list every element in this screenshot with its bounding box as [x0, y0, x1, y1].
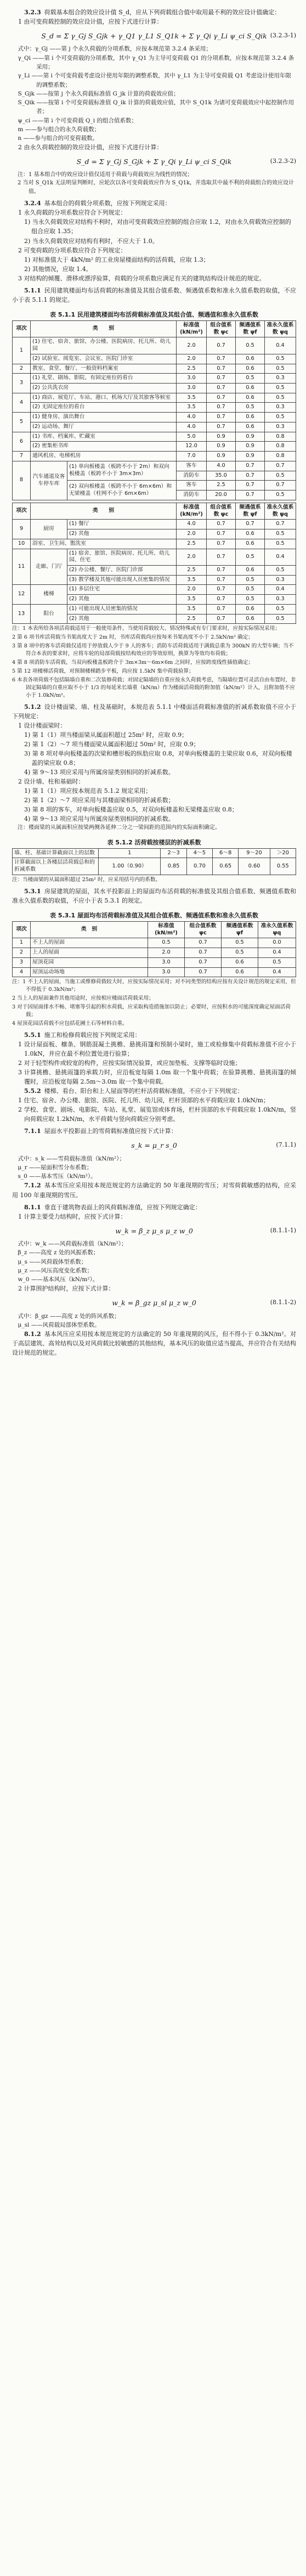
clause-item: 1 永久荷载的分项系数应符合下列规定： — [18, 209, 127, 217]
clause-subitem: 2) 其他情况，应取 1.4。 — [24, 265, 92, 273]
clause-number: 8.1.2 — [24, 1331, 41, 1338]
table-caption: 表 5.1.2 活荷载按楼层的折减系数 — [107, 838, 201, 846]
formula — [12, 31, 296, 41]
definition: S_Qik ——按第 i 个可变荷载标准值 Q_ik 计算的荷载效应值，其中 S_Q1k 为诸可变荷载效应中起控制作用者； — [18, 99, 294, 115]
definition-list — [12, 44, 296, 143]
table-row: 计算截面以上各楼层活荷载总和的折减系数 1.00（0.90） 0.85 0.70 0.65 0.60 0.55 — [13, 858, 296, 875]
definition: γ_Qi ——第 i 个可变荷载的分项系数，其中 γ_Q1 为主导可变荷载 Q1 的分项系数，应按本规范第 3.2.4 条采用； — [18, 54, 294, 70]
table-row: 10 浴室、卫生间、盥洗室 2.5 0.7 0.6 0.5 — [13, 539, 296, 549]
table-row: (2) 公共洗衣房 3.0 0.7 0.6 0.5 — [13, 384, 296, 393]
table-row: 12 楼梯 (1) 多层住宅 2.0 0.7 0.5 0.4 — [13, 585, 296, 595]
table-note: 6 本表各项荷载不包括隔墙自重和二次装修荷载；对固定隔墙的自重应按永久荷载考虑，当隔墙位置可灵活自由布置时，非固定隔墙的自重应取不小于 1/3 的每延米长墙重（kN/m）作为楼面活荷载的附加值（kN/m²）计入，且附加值不应小于 1.0kN/m²。 — [12, 677, 296, 698]
table-header-cell: 类 别 — [31, 921, 148, 938]
definition: 式中：β_gz ——高度 z 处的阵风系数； — [18, 1312, 120, 1320]
clause-text: 施工和检修荷载应按下列规定采用： — [44, 1031, 141, 1039]
table-5-1-1 — [12, 320, 296, 500]
clause-item: 1 由可变荷载控制的效应设计值，应按下式进行计算： — [18, 18, 163, 26]
clause-3-2-3 — [12, 8, 296, 17]
clause-number: 5.5.2 — [24, 1087, 41, 1095]
formula-body: w_k = β_gz μ_sl μ_z w_0 — [112, 1299, 196, 1307]
definition: μ_sl ——风荷载局部体型系数。 — [18, 1322, 100, 1329]
clause-item: 3 计算挑檐、悬挑雨篷的承载力时，应沿板宽每隔 1.0m 取一个集中荷载；在验算挑檐、悬挑雨篷的倾覆时，应沿板宽每隔 2.5m～3.0m 取一个集中荷载。 — [18, 1068, 296, 1086]
table-note: 2 第 6 项书库活荷载当书架高度大于 2m 时，书库活荷载尚应按每米书架高度不小于 2.5kN/m² 确定； — [12, 634, 253, 641]
table-header-cell: 类 别 — [31, 320, 177, 337]
table-header-cell: 频遇值系数 ψf — [222, 921, 258, 938]
definition: s_0 ——基本雪压（kN/m²）。 — [18, 1173, 97, 1180]
table-row: 1 不上人的屋面 0.5 0.7 0.5 0.0 — [13, 938, 296, 948]
formula — [12, 1298, 296, 1308]
table-row: 2 教室、食堂、餐厅、一般资料档案室 2.5 0.7 0.6 0.5 — [13, 364, 296, 374]
table-header-cell: 频遇值系数 ψf — [236, 320, 265, 337]
table-header-cell: 项次 — [13, 320, 31, 337]
table-row: (2) 其他 3.5 0.7 0.5 0.3 — [13, 595, 296, 605]
table-notes — [12, 978, 296, 1027]
clause-text: 基本组合的荷载分项系数，应按下列规定采用： — [44, 200, 171, 207]
clause-5-1-2 — [12, 702, 296, 721]
definition: m ——参与组合的永久荷载数； — [18, 126, 100, 133]
table-caption: 表 5.1.1 民用建筑楼面均布活荷载标准值及其组合值、频遇值和准永久值系数 — [50, 311, 258, 318]
table-row: 1 (1) 住宅、宿舍、旅馆、办公楼、医院病房、托儿所、幼儿园 2.0 0.7 0.5 0.4 — [13, 337, 296, 354]
table-note: 3 第 8 项中的客车活荷载仅适用于停放载人少于 9 人的客车；消防车活荷载适用于满载总重为 300kN 的大型车辆；当不符合本表的要求时，应将车轮的局部荷载按结构效应的等效原则，换算为等效均布荷载； — [12, 643, 294, 657]
definition: w_0 ——基本风压（kN/m²）。 — [18, 1276, 99, 1283]
table-5-3-1 — [12, 921, 296, 977]
table-row: 9 厨房 (1) 餐厅 4.0 0.7 0.7 0.7 — [13, 520, 296, 529]
clause-item: 2 计算围护结构时，应按下式计算： — [18, 1285, 115, 1293]
table-header-cell: 组合值系数 ψc — [207, 503, 236, 519]
definition: μ_r ——屋面积雪分布系数； — [18, 1164, 93, 1171]
table-header-cell: 组合值系数 ψc — [185, 921, 222, 938]
note: 2 当对 S_Q1k 无法明显判断时，应轮次以各可变荷载效应作为 S_Q1k，并选取其中最不利的荷载组合的效应设计值。 — [18, 180, 294, 195]
clause-5-3-1 — [12, 887, 296, 905]
table-row: (2) 办公楼、餐厅、医院门诊部 2.5 0.7 0.6 0.5 — [13, 565, 296, 575]
formula-body: S_d = Σ γ_Gj S_Gjk + γ_Q1 γ_L1 S_Q1k + Σ γ_Qi γ_Li ψ_ci S_Qik — [41, 32, 267, 41]
table-row: 6 (1) 书库、档案库、贮藏室 5.0 0.9 0.9 0.8 — [13, 432, 296, 442]
clause-number: 3.2.4 — [24, 200, 41, 207]
table-row: 3 屋顶花园 3.0 0.7 0.6 0.5 — [13, 957, 296, 967]
table-header-cell: 项次 — [13, 503, 31, 519]
table-row: (2) 其他 2.5 0.7 0.6 0.5 — [13, 614, 296, 624]
clause-text: 房屋建筑的屋面，其水平投影面上的屋面均布活荷载的标准值及其组合值系数、频遇值系数和准永久值系数的取值，不应小于表 5.3.1 的规定。 — [12, 887, 296, 904]
table-note: 注：1 本表所给各项活荷载适用于一般使用条件，当使用荷载较大、情况特殊或有专门要求时，应按实际情况采用； — [12, 625, 280, 632]
definition: 式中：w_k ——风荷载标准值（kN/m²）； — [18, 1241, 127, 1248]
table-notes — [12, 625, 296, 699]
definition: μ_s ——风荷载体型系数； — [18, 1258, 87, 1265]
clause-number: 3.2.3 — [24, 9, 41, 16]
table-row: 2 上人的屋面 2.0 0.7 0.5 0.4 — [13, 948, 296, 958]
definition: μ_z ——风压高度变化系数； — [18, 1267, 93, 1274]
table-header-row — [13, 503, 296, 519]
formula-number: (3.2.3-2) — [270, 157, 296, 165]
table-row: (2) 双向板楼盖（板跨不小于 6m×6m）和无梁楼盖（柱网不小于 6m×6m） 客车 2.5 0.7 0.7 — [13, 481, 296, 491]
definition: n ——参与组合的可变荷载数。 — [18, 135, 99, 142]
table-row: 5 (1) 健身房、演出舞台 4.0 0.7 0.6 0.5 — [13, 413, 296, 422]
clause-item: 1 住宅、宿舍、办公楼、旅馆、医院、托儿所、幼儿园，栏杆顶部的水平荷载应取 1.0kN/m； — [18, 1097, 269, 1104]
clause-5-1-1 — [12, 286, 296, 305]
formula — [12, 1140, 296, 1151]
clause-item: 1 设计楼面梁时： — [18, 721, 66, 729]
clause-item: 3 对结构的倾覆、滑移或漂浮验算，荷载的分项系数应满足有关的建筑结构设计规范的规定。 — [18, 274, 265, 282]
note: 注：1 基本组合中的效应设计值仅适用于荷载与荷载效应为线性的情况； — [18, 171, 193, 178]
table-row: (2) 其他 2.0 0.7 0.6 0.5 — [13, 529, 296, 539]
formula-body: S_d = Σ γ_Gj S_Gjk + Σ γ_Qi γ_Li ψ_ci S_Qik — [76, 157, 232, 166]
clause-subitem: 2) 第 1（2）～7 项应采用与其楼面梁相同的折减系数； — [24, 797, 174, 804]
clause-subitem: 3) 第 8 项的客车，对单向板楼盖应取 0.5，对双向板楼盖和无梁楼盖应取 0.8； — [24, 806, 238, 814]
clause-subitem: 4) 第 9～13 项应采用与所属房屋类别相同的折减系数。 — [24, 768, 174, 776]
table-header-cell: 类 别 — [31, 503, 177, 519]
clause-text: 设计楼面梁、墙、柱及基础时，本规范表 5.1.1 中楼面活荷载标准值的折减系数取值不应小于下列规定： — [12, 703, 296, 720]
table-header-cell: 准永久值系数 ψq — [258, 921, 296, 938]
table-row: 3 (1) 礼堂、剧场、影院、有固定座位的看台 3.0 0.7 0.5 0.3 — [13, 374, 296, 384]
table-row: (2) 运动场、舞厅 4.0 0.7 0.6 0.3 — [13, 422, 296, 432]
table-row: 消防车 35.0 0.7 0.5 — [13, 471, 296, 481]
clause-subitem: 1) 第 1（1）项当楼面梁从属面积超过 25m² 时，应取 0.9； — [24, 731, 188, 739]
clause-item: 2 设计墙、柱和基础时： — [18, 777, 84, 785]
clause-number: 8.1.1 — [24, 1203, 41, 1211]
table-header-cell: 准永久值系数 ψq — [265, 320, 296, 337]
clause-subitem: 3) 第 8 项对单向板楼盖的次梁和槽形板的纵肋应取 0.8，对单向板楼盖的主梁应取 0.6，对双向板楼盖的梁应取 0.8； — [24, 749, 292, 766]
table-row: 4 (1) 商店、展览厅、车站、港口、机场大厅及其旅客等候室 3.5 0.7 0.6 0.5 — [13, 393, 296, 403]
clause-item: 2 对于轻型构件或较宽的构件，应按实际情况验算，或应加垫板、支撑等临时设施； — [18, 1059, 241, 1067]
definition: γ_Li ——第 i 个可变荷载考虑设计使用年限的调整系数，其中 γ_L1 为主导可变荷载 Q1 考虑设计使用年限的调整系数； — [18, 72, 292, 88]
definition: S_Gjk ——按第 j 个永久荷载标准值 G_jk 计算的荷载效应值； — [18, 90, 179, 97]
table-note: 4 屋顶花园活荷载不应包括花圃土石等材料自重。 — [12, 1020, 128, 1027]
clause-7-1-2 — [12, 1181, 296, 1199]
table-note: 4 第 8 项消防车活荷载，当双向板楼盖板跨介于 3m×3m～6m×6m 之间时，应按跨度线性插值确定； — [12, 659, 254, 666]
definition: β_z ——高度 z 处的风振系数； — [18, 1249, 99, 1256]
formula-number: (7.1.1) — [276, 1141, 296, 1149]
definition: 式中：γ_Gj ——第 j 个永久荷载的分项系数，应按本规范第 3.2.4 条采用； — [18, 46, 212, 53]
formula — [12, 1226, 296, 1236]
clause-text: 基本雪压应采用按本规范规定的方法确定的 50 年重现期的雪压；对雪荷载敏感的结构，应采用 100 年重现期的雪压。 — [12, 1182, 296, 1199]
clause-number: 5.3.1 — [24, 887, 41, 895]
clause-subitem: 1) 当永久荷载效应对结构不利时，对由可变荷载效应控制的组合应取 1.2，对由永久荷载效应控制的组合应取 1.35； — [24, 218, 291, 235]
clause-subitem: 1) 第 1（1）项应按本规范表 5.1.2 规定采用； — [24, 787, 152, 794]
table-row: (3) 教学楼及其他可能出现人员密集的情况 3.5 0.7 0.5 0.3 — [13, 575, 296, 585]
clause-5-5-2 — [12, 1086, 296, 1096]
clause-text: 基本风压应采用按本规范规定的方法确定的 50 年重现期的风压，但不得小于 0.3kN/m²。对于高层建筑、高耸结构以及对风荷载比较敏感的其他结构，基本风压的取值应适当提高，并应符合有关结构设计规范的规定。 — [12, 1331, 296, 1357]
clause-8-1-2 — [12, 1329, 296, 1357]
table-header-cell: 项次 — [13, 921, 31, 938]
table-row: (2) 试验室、阅览室、会议室、医院门诊室 2.0 0.7 0.6 0.5 — [13, 354, 296, 364]
table-note: 5 第 12 项楼梯活荷载，对预制楼梯踏步平板，尚应按 1.5kN 集中荷载验算； — [12, 668, 194, 674]
clause-item: 2 可变荷载的分项系数应符合下列规定： — [18, 246, 127, 254]
clause-subitem: 4) 第 9～13 项应采用与所属房屋类别相同的折减系数。 — [24, 815, 174, 823]
formula-number: (8.1.1-1) — [270, 1226, 296, 1234]
table-header-cell: 标准值 (kN/m²) — [177, 503, 207, 519]
clause-3-2-4 — [12, 199, 296, 208]
clause-text: 垂直于建筑物表面上的风荷载标准值，应按下列规定确定： — [44, 1203, 201, 1211]
table-row: 7 通风机房、电梯机房 7.0 0.9 0.9 0.8 — [13, 452, 296, 461]
clause-8-1-1 — [12, 1203, 296, 1212]
table-note: 注：当楼面梁的从属面积超过 25m² 时，应采用括号内的系数。 — [12, 876, 161, 883]
clause-item: 1 计算主要受力结构时，应按下式计算： — [18, 1213, 127, 1220]
table-row: 11 走廊、门厅 (1) 宿舍、旅馆、医院病房、托儿所、幼儿园、住宅 2.0 0.7 0.5 0.4 — [13, 549, 296, 565]
clause-subitem: 1) 对标准值大于 4kN/m² 的工业房屋楼面结构的活荷载，应取 1.3； — [24, 256, 209, 263]
clause-text: 楼梯、看台、阳台和上人屋面等的栏杆活荷载标准值，不应小于下列规定： — [44, 1087, 243, 1095]
table-row: 4 屋顶运动场地 3.0 0.7 0.6 0.4 — [13, 967, 296, 977]
table-5-1-2 — [12, 848, 296, 875]
formula-number: (8.1.1-2) — [270, 1299, 296, 1306]
clause-number: 5.1.2 — [24, 703, 41, 711]
table-5-1-1-continued — [12, 503, 296, 624]
table-row: 墙、柱、基础计算截面以上的层数 1 2～3 4～5 6～8 9～20 ＞20 — [13, 848, 296, 858]
clause-7-1-1 — [12, 1126, 296, 1136]
clause-item: 1 设计屋面板、檩条、钢筋混凝土挑檐、悬挑雨篷和预制小梁时，施工或检修集中荷载标准值不应小于 1.0kN，并应在最不利位置处进行验算； — [18, 1040, 296, 1057]
table-header-row — [13, 320, 296, 337]
formula-body: w_k = β_z μ_s μ_z w_0 — [115, 1226, 193, 1235]
clause-number: 5.5.1 — [24, 1031, 41, 1039]
definition: ψ_ci ——第 i 个可变荷载 Q_i 的组合值系数； — [18, 117, 137, 124]
formula — [12, 156, 296, 167]
clause-number: 7.1.2 — [24, 1182, 41, 1190]
note: 注：楼面梁的从属面积应按梁两侧各延伸二分之一梁间距的范围内的实际面积确定。 — [18, 825, 220, 831]
table-header-cell: 标准值 (kN/m²) — [148, 921, 185, 938]
clause-text: 民用建筑楼面均布活荷载的标准值及其组合值系数、频遇值系数和准永久值系数的取值，不应小于表 5.1.1 的规定。 — [12, 286, 296, 303]
clause-text: 荷载基本组合的效应设计值 S_d，应从下列荷载组合值中取用最不利的效应设计值确定： — [44, 9, 281, 16]
clause-number: 7.1.1 — [24, 1128, 41, 1135]
clause-number: 5.1.1 — [24, 286, 41, 294]
clause-subitem: 2) 第 1（2）～7 项当楼面梁从属面积超过 50m² 时，应取 0.9； — [24, 740, 200, 748]
table-row: 13 阳台 (1) 可能出现人员密集的情况 3.5 0.7 0.6 0.5 — [13, 604, 296, 614]
clause-text: 屋面水平投影面上的雪荷载标准值应按下式计算： — [44, 1128, 177, 1135]
clause-item: 2 学校、食堂、剧场、电影院、车站、礼堂、展览馆或体育场，栏杆顶部的水平荷载应取 1.0kN/m，竖向荷载应取 1.2kN/m，水平荷载与竖向荷载应分别考虑。 — [18, 1106, 296, 1123]
clause-item: 2 由永久荷载控制的效应设计值，应按下式进行计算： — [18, 144, 163, 151]
definition: 式中：s_k ——雪荷载标准值（kN/m²）； — [18, 1155, 125, 1162]
table-note: 3 对于因屋面排水不畅、堵塞等引起的积水荷载，应采取构造措施加以防止；必要时，应按积水的可能深度确定屋面活荷载； — [12, 1004, 291, 1018]
table-caption: 表 5.3.1 屋面均布活荷载标准值及其组合值系数、频遇值系数和准永久值系数 — [50, 911, 258, 919]
table-row: 8 汽车通道及客车停车库 (1) 单向板楼盖（板跨不小于 2m）和双向板楼盖（板跨不小于 3m×3m） 客车 4.0 0.7 0.7 — [13, 461, 296, 471]
table-header-cell: 准永久值系数 ψq — [265, 503, 296, 519]
clause-5-5-1 — [12, 1030, 296, 1040]
table-header-cell: 标准值 (kN/m²) — [177, 320, 207, 337]
table-row: (2) 密集柜书库 12.0 0.9 0.9 0.8 — [13, 442, 296, 452]
table-header-row — [13, 921, 296, 938]
formula-number: (3.2.3-1) — [270, 32, 296, 40]
clause-subitem: 2) 当永久荷载效应对结构有利时，不应大于 1.0。 — [24, 237, 158, 245]
table-row: 消防车 20.0 0.7 0.5 — [13, 491, 296, 500]
table-note: 2 当上人的屋面兼作其他用途时，应按相应楼面活荷载采用； — [12, 995, 154, 1002]
table-note: 注：1 不上人的屋面，当施工或维修荷载较大时，应按实际情况采用；对不同类型的结构应按有关设计规范的规定采用，但不得低于 0.3kN/m²； — [12, 979, 296, 993]
table-header-cell: 组合值系数 ψc — [207, 320, 236, 337]
table-row: (2) 无固定座位的看台 3.5 0.7 0.5 0.3 — [13, 403, 296, 413]
table-header-cell: 频遇值系数 ψf — [236, 503, 265, 519]
formula-body: s_k = μ_r s_0 — [131, 1141, 177, 1150]
